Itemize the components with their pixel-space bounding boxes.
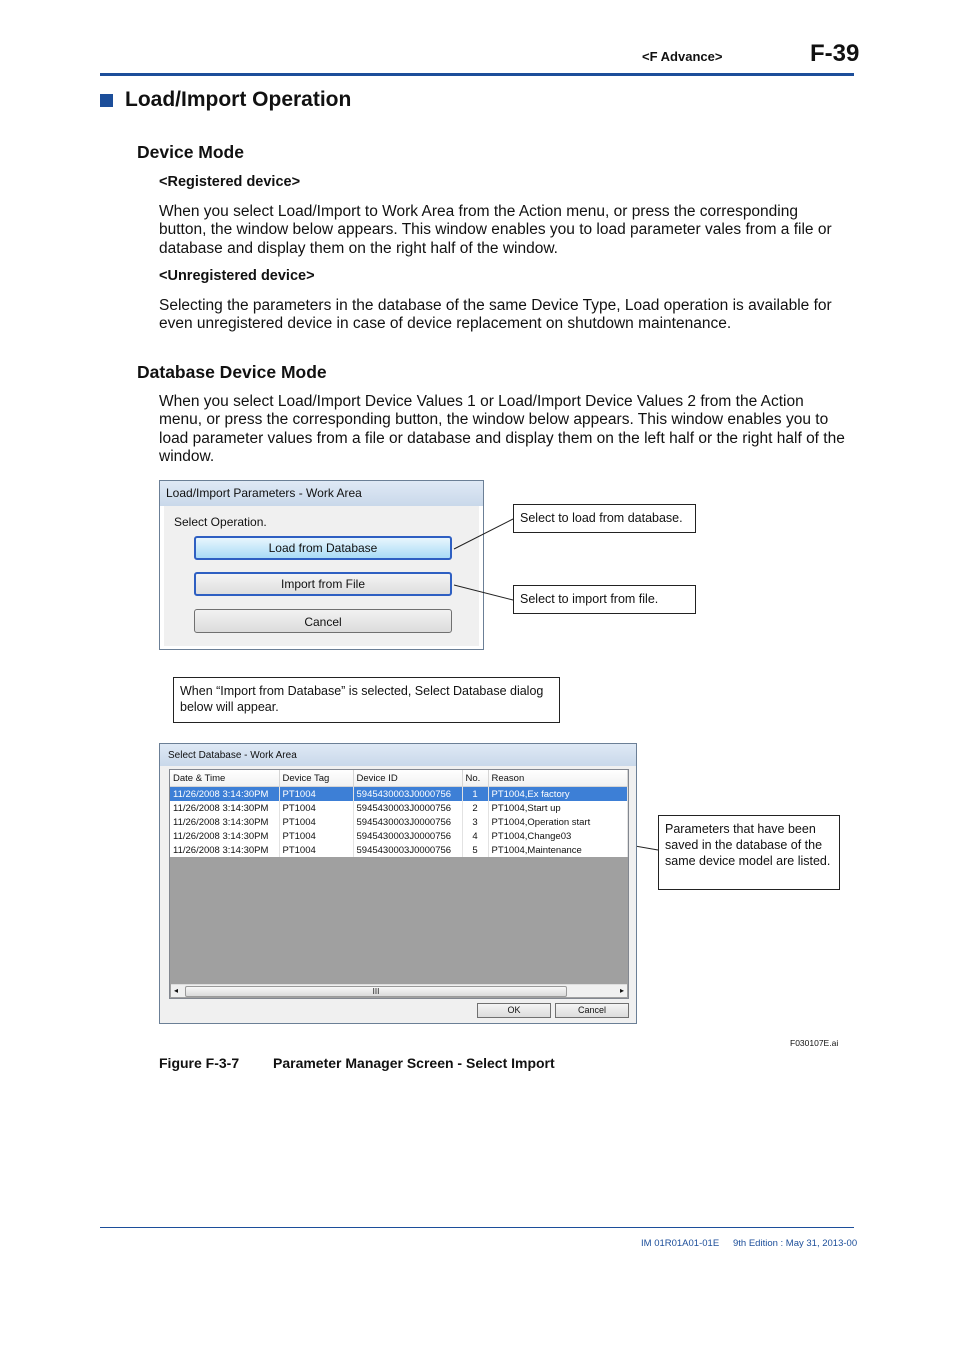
table-cell: PT1004 [279,801,353,815]
import-from-file-button[interactable]: Import from File [194,572,452,596]
scroll-thumb[interactable]: III [185,986,567,997]
table-cell: 11/26/2008 3:14:30PM [170,829,279,843]
section-label: <F Advance> [642,49,723,64]
unregistered-text: Selecting the parameters in the database of the same Device Type, Load operation is available for even unregistered device in case of device replacement on shutdown maintenance. [159,297,832,333]
figure-number: Figure F-3-7 [159,1055,240,1071]
document-number: IM 01R01A01-01E [641,1238,720,1249]
table-header-row [170,770,628,787]
table-row[interactable] [170,829,628,843]
page-number: F-39 [810,40,860,67]
table-cell: 5 [462,843,488,857]
database-list[interactable] [169,769,629,999]
load-from-database-button[interactable]: Load from Database [194,536,452,560]
callout-select-db: When “Import from Database” is selected, Select Database dialog below will appear. [173,677,560,723]
table-cell: 11/26/2008 3:14:30PM [170,815,279,829]
table-cell: 2 [462,801,488,815]
column-header[interactable]: Reason [488,770,628,787]
table-cell: 5945430003J0000756 [353,815,462,829]
table-cell: 11/26/2008 3:14:30PM [170,843,279,857]
callout-load: Select to load from database. [513,504,696,533]
table-cell: PT1004 [279,787,353,802]
dialog-title: Select Database - Work Area [160,744,636,766]
table-cell: 5945430003J0000756 [353,801,462,815]
table-cell: 4 [462,829,488,843]
callout-import: Select to import from file. [513,585,696,614]
table-cell: 1 [462,787,488,802]
table-cell: 11/26/2008 3:14:30PM [170,787,279,802]
section-heading-text: Load/Import Operation [125,88,352,111]
select-operation-label: Select Operation. [174,515,267,529]
column-header[interactable]: Date & Time [170,770,279,787]
table-row[interactable] [170,843,628,857]
table-cell: PT1004,Change03 [488,829,628,843]
footer-rule [100,1227,854,1228]
scroll-right-icon[interactable]: ▸ [619,986,624,995]
table-cell: 11/26/2008 3:14:30PM [170,801,279,815]
table-cell: PT1004,Operation start [488,815,628,829]
registered-text: When you select Load/Import to Work Area from the Action menu, or press the corresponding button, the window below appears. This window enables you to load parameter vales from a file or database and display them on the right half of the window. [159,203,832,257]
figure-file-id: F030107E.ai [790,1038,839,1048]
callout-params: Parameters that have been saved in the database of the same device model are listed. [658,815,840,890]
column-header[interactable]: Device Tag [279,770,353,787]
table-cell: PT1004 [279,829,353,843]
table-cell: PT1004,Maintenance [488,843,628,857]
unregistered-label: <Unregistered device> [159,268,315,284]
table-cell: PT1004,Start up [488,801,628,815]
database-mode-title: Database Device Mode [137,362,327,382]
database-table [170,770,628,857]
scroll-left-icon[interactable]: ◂ [174,986,179,995]
table-row[interactable] [170,815,628,829]
horizontal-scrollbar[interactable] [171,984,627,997]
table-cell: PT1004 [279,815,353,829]
registered-label: <Registered device> [159,174,301,190]
figure-caption: Parameter Manager Screen - Select Import [273,1055,555,1071]
column-header[interactable]: Device ID [353,770,462,787]
table-cell: 3 [462,815,488,829]
table-cell: 5945430003J0000756 [353,829,462,843]
table-row[interactable] [170,787,628,802]
column-header[interactable]: No. [462,770,488,787]
device-mode-title: Device Mode [137,142,244,162]
select-database-dialog [159,743,637,1024]
ok-button[interactable]: OK [477,1003,551,1018]
table-cell: PT1004,Ex factory [488,787,628,802]
database-mode-text: When you select Load/Import Device Values 1 or Load/Import Device Values 2 from the Action menu, or press the corresponding button, the window below appears. This window enables you to load parameter values from a file or database and display them on the left half or the right half of the window. [159,393,845,465]
table-row[interactable] [170,801,628,815]
table-cell: 5945430003J0000756 [353,843,462,857]
dialog-title: Load/Import Parameters - Work Area [160,481,483,506]
cancel-button[interactable]: Cancel [555,1003,629,1018]
cancel-button[interactable]: Cancel [194,609,452,633]
edition-info: 9th Edition : May 31, 2013-00 [733,1238,858,1249]
table-cell: PT1004 [279,843,353,857]
table-cell: 5945430003J0000756 [353,787,462,802]
